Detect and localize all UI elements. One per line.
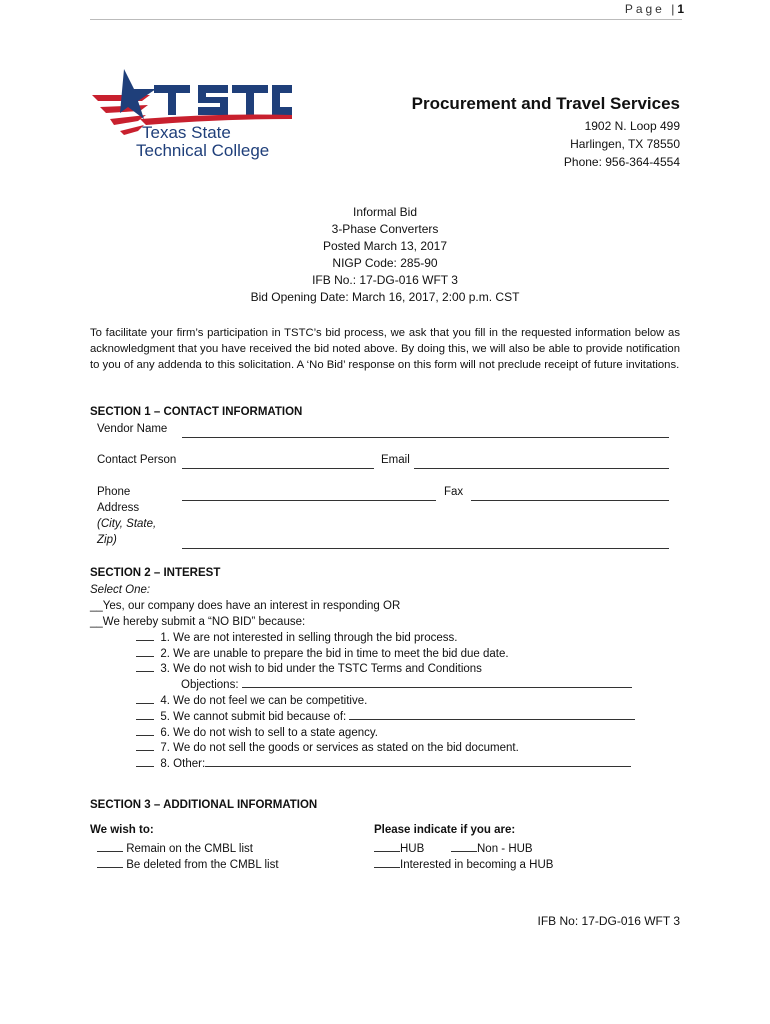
contact-person-field[interactable] <box>182 468 374 469</box>
fax-field[interactable] <box>471 500 669 501</box>
objections-line[interactable]: Objections: <box>181 679 632 691</box>
interested-hub-option[interactable]: Interested in becoming a HUB <box>374 859 553 871</box>
email-label: Email <box>381 454 410 466</box>
address-label: Address <box>97 502 140 514</box>
wish-remain-option[interactable]: Remain on the CMBL list <box>97 843 253 855</box>
tstc-logo <box>80 55 300 173</box>
non-hub-option[interactable]: Non - HUB <box>451 843 533 855</box>
no-bid-option[interactable]: __We hereby submit a “NO BID” because: <box>90 616 306 628</box>
logo-text-1: Texas State <box>142 123 231 142</box>
section-3-title: SECTION 3 – ADDITIONAL INFORMATION <box>90 799 318 811</box>
department-title: Procurement and Travel Services <box>411 94 680 113</box>
page-number: Page |1 <box>624 2 684 16</box>
reason-4[interactable]: 4. We do not feel we can be competitive. <box>136 695 367 707</box>
reason-5[interactable]: 5. We cannot submit bid because of: <box>136 711 635 723</box>
reason-2[interactable]: 2. We are unable to prepare the bid in time to meet the bid due date. <box>136 648 509 660</box>
phone-field[interactable] <box>182 500 436 501</box>
wish-title: We wish to: <box>90 824 154 836</box>
select-one-label: Select One: <box>90 584 151 596</box>
vendor-name-label: Vendor Name <box>97 423 168 435</box>
reason-7[interactable]: 7. We do not sell the goods or services as stated on the bid document. <box>136 742 519 754</box>
bid-info: Informal Bid 3-Phase Converters Posted March 13, 2017 NIGP Code: 285-90 IFB No.: 17-DG-016 WFT 3 Bid Opening Date: March 16, 2017, 2:00 p.m. CST <box>250 205 520 304</box>
hub-title: Please indicate if you are: <box>374 824 516 836</box>
section-1-title: SECTION 1 – CONTACT INFORMATION <box>90 406 303 418</box>
vendor-name-field[interactable] <box>182 437 669 438</box>
reason-3[interactable]: 3. We do not wish to bid under the TSTC Terms and Conditions <box>136 663 482 675</box>
address-hint-1: (City, State, <box>97 518 157 530</box>
reason-1[interactable]: 1. We are not interested in selling through the bid process. <box>136 632 457 644</box>
reason-6[interactable]: 6. We do not wish to sell to a state agency. <box>136 727 378 739</box>
reason-8[interactable]: 8. Other: <box>136 758 631 770</box>
yes-option[interactable]: __Yes, our company does have an interest in responding OR <box>90 600 401 612</box>
address-hint-2: Zip) <box>97 534 117 546</box>
section-2-title: SECTION 2 – INTEREST <box>90 567 221 579</box>
address-field[interactable] <box>182 548 669 549</box>
header-rule <box>90 19 682 20</box>
contact-person-label: Contact Person <box>97 454 177 466</box>
email-field[interactable] <box>414 468 669 469</box>
wish-delete-option[interactable]: Be deleted from the CMBL list <box>97 859 279 871</box>
hub-option[interactable]: HUB <box>374 843 424 855</box>
department-address: 1902 N. Loop 499 Harlingen, TX 78550 Phone: 956-364-4554 <box>563 119 680 169</box>
intro-paragraph: To facilitate your firm’s participation in TSTC’s bid process, we ask that you fill in the requested information below as acknowledgment that you have received the bid noted above. By doing this, we will also be able to provide notification to you of any addenda to this solicitation. A ‘No Bid’ response on this form will not preclude receipt of future invitations. <box>90 327 680 371</box>
logo-text-2: Technical College <box>136 141 270 160</box>
fax-label: Fax <box>444 486 464 498</box>
footer-ifb: IFB No: 17-DG-016 WFT 3 <box>537 914 680 928</box>
phone-label: Phone <box>97 486 131 498</box>
